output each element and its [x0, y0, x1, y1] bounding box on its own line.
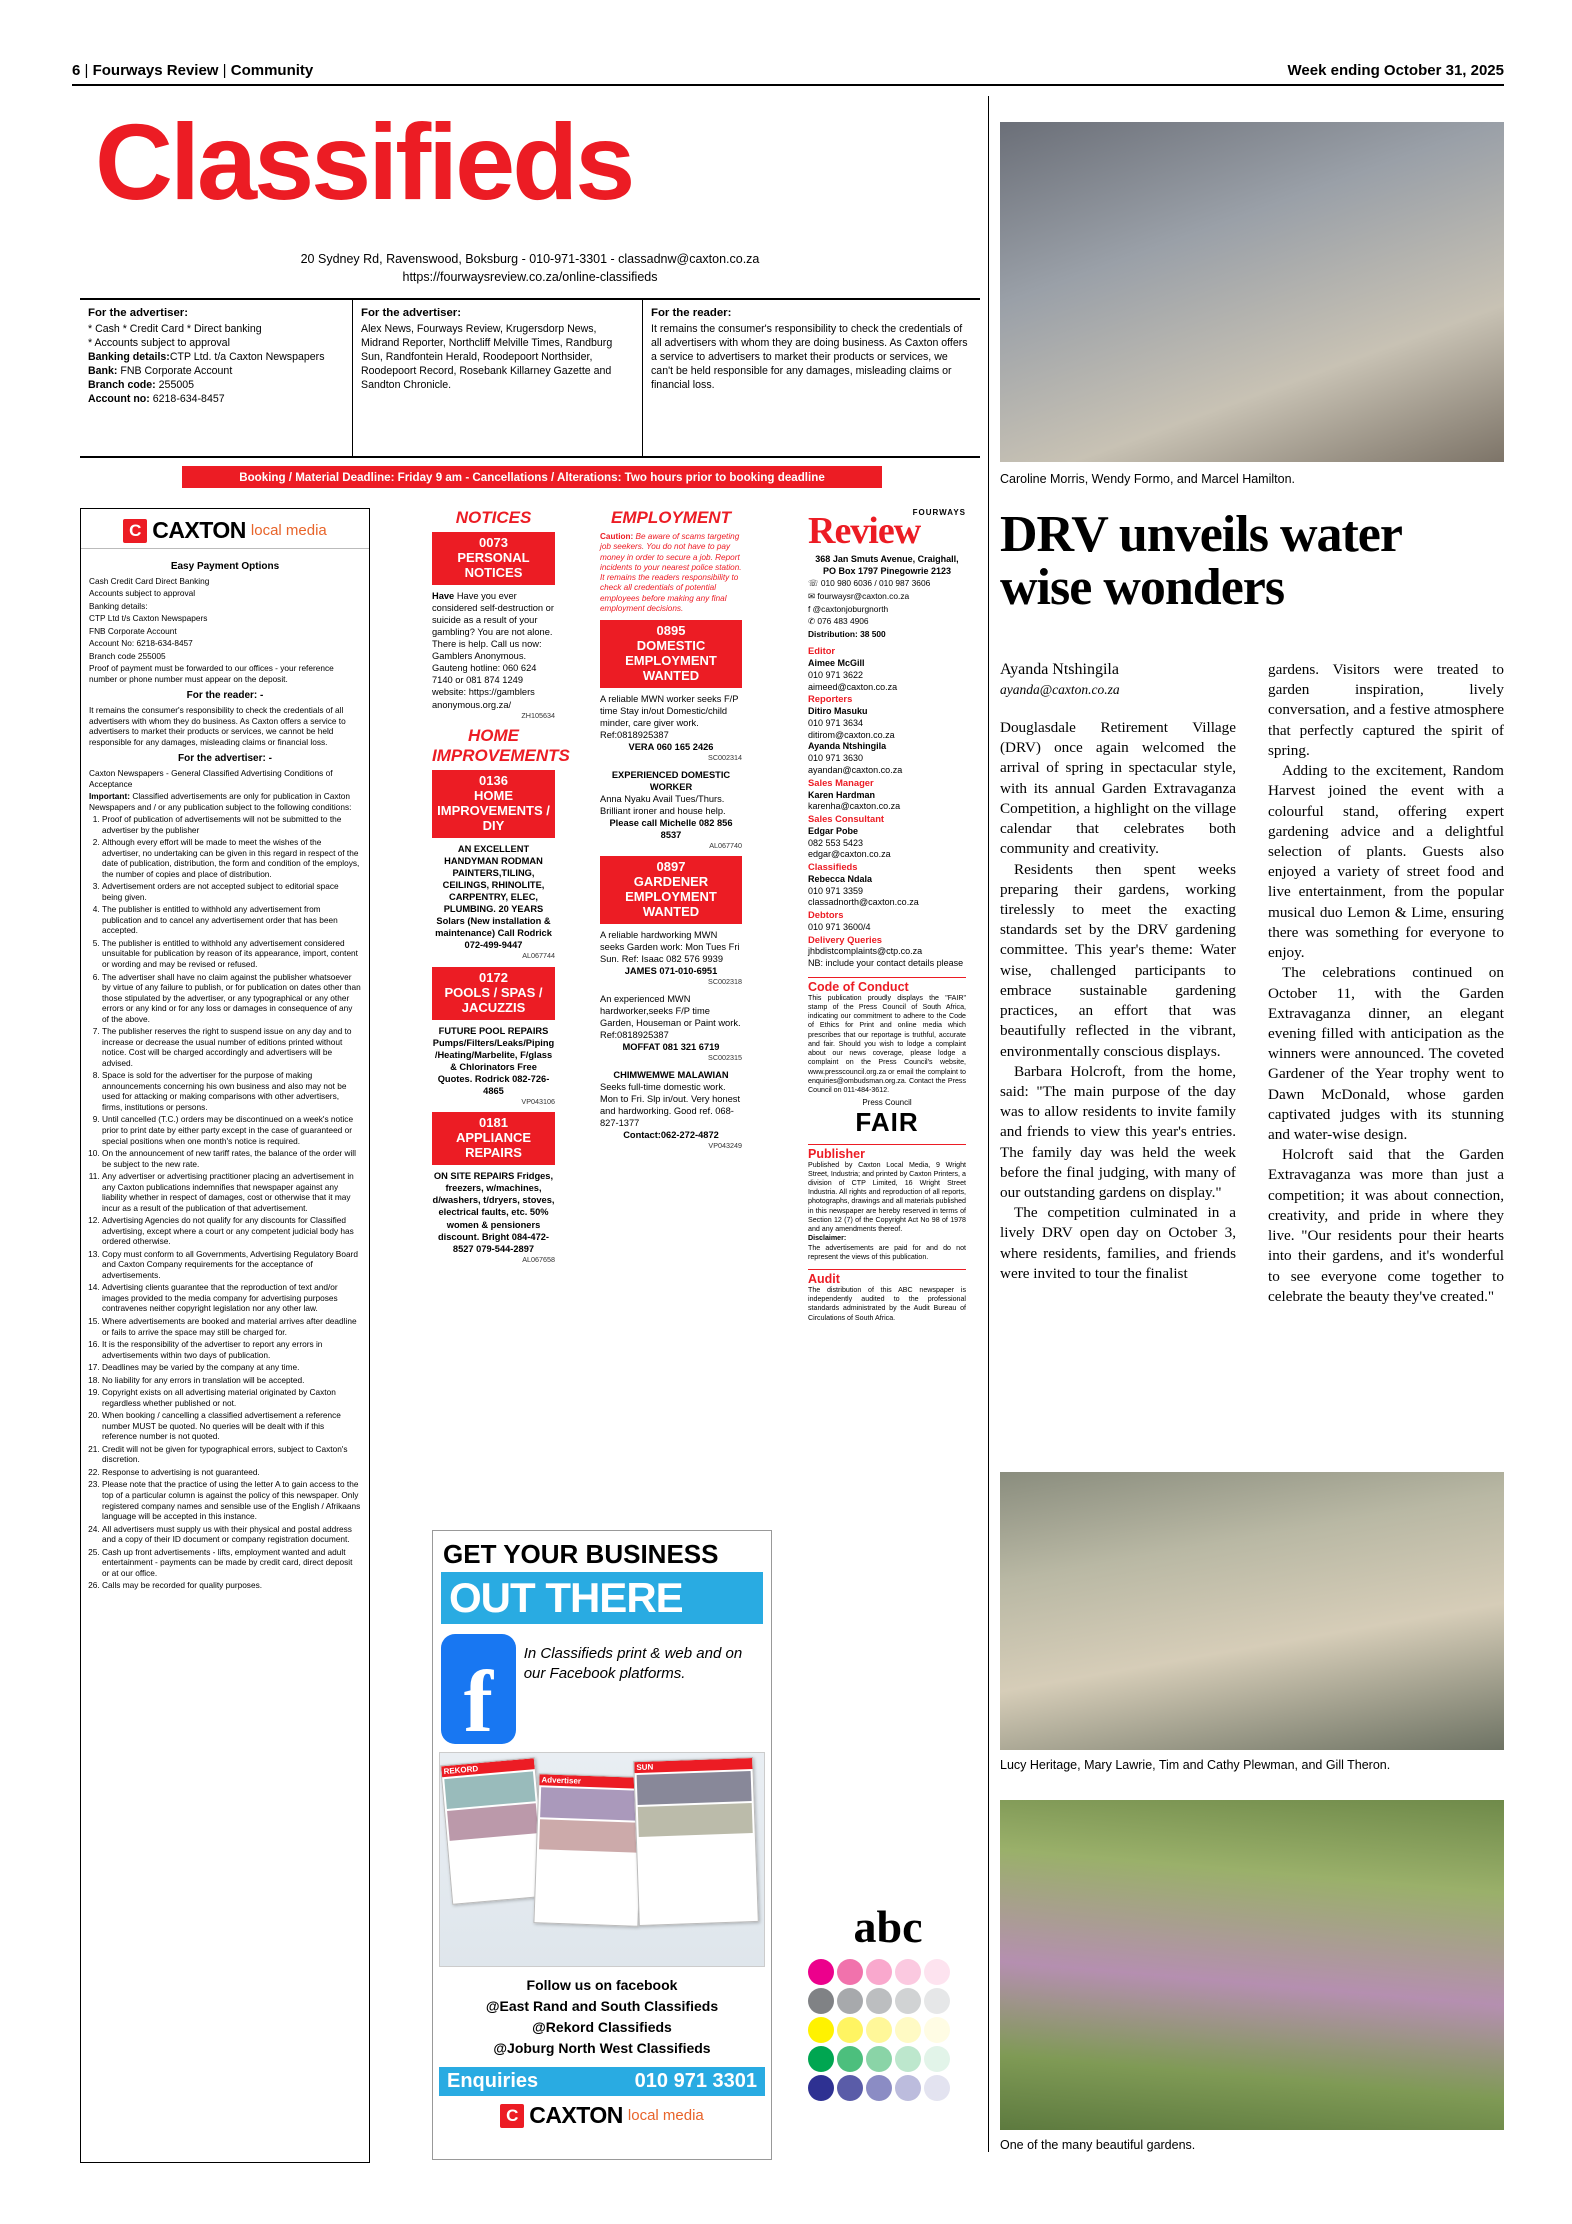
- article-photo-3: [1000, 1800, 1504, 2130]
- classified-ad[interactable]: [432, 590, 555, 720]
- staff-email[interactable]: karenha@caxton.co.za: [808, 801, 901, 812]
- info-box-reader: [642, 298, 980, 458]
- staff-name: Rebecca Ndala: [808, 873, 873, 884]
- colour-swatch: [837, 2046, 863, 2072]
- follow-handle[interactable]: @Joburg North West Classifieds: [493, 2040, 711, 2056]
- staff-phone: 010 971 3359: [808, 885, 864, 896]
- classifieds-info-boxes: [80, 298, 980, 458]
- article-photo-2-caption: Lucy Heritage, Mary Lawrie, Tim and Cathy Plewman, and Gill Theron.: [1000, 1758, 1391, 1772]
- caxton-wordmark: CAXTON: [152, 517, 246, 543]
- phone-icon: ☏: [808, 578, 819, 589]
- staff-email[interactable]: aimeed@caxton.co.za: [808, 681, 898, 692]
- payment-line: Banking details:: [89, 600, 148, 611]
- legal-condition: 24. All advertisers must supply us with their physical and postal address and a copy of their ID document or company registration document.: [102, 1524, 361, 1545]
- staff-name: Ayanda Ntshingila: [808, 741, 887, 752]
- classified-ad[interactable]: [432, 1170, 555, 1264]
- legal-condition: 3. Advertisement orders are not accepted subject to editorial space being given.: [102, 881, 361, 902]
- staff-name: Edgar Pobe: [808, 825, 859, 836]
- ad-text: Have you ever considered self-destruction or suicide as a result of your gambling? You are not alone. There is help. Call us now: Gamblers Anonymous. Gauteng hotline: 060 624 7140 or 081 874 1249 website: https://gamblers anonymous.org.za/: [432, 590, 554, 710]
- staff-role: Editor: [808, 645, 836, 657]
- article-body-column-1: [1000, 718, 1236, 1284]
- review-kicker: FOURWAYS: [912, 508, 966, 517]
- paper-thumb: [533, 1773, 643, 1927]
- payment-line: Account No: 6218-634-8457: [89, 638, 193, 649]
- disclaimer-label: Disclaimer:: [808, 1234, 847, 1243]
- classified-ad[interactable]: [600, 993, 742, 1063]
- ad-reference: VP043249: [708, 1140, 742, 1150]
- colour-swatch: [837, 1988, 863, 2014]
- classifieds-title: Classifieds: [95, 101, 633, 222]
- staff-entry: [808, 645, 966, 693]
- ad-contact: MOFFAT 081 321 6719: [622, 1042, 720, 1053]
- legal-condition: 8. Space is sold for the advertiser for the purpose of making announcements concerning his own business and also may not be used for attacking or making comparisons with other advertisers, firms, institutions or persons.: [102, 1070, 361, 1112]
- staff-email[interactable]: ayandan@caxton.co.za: [808, 765, 903, 776]
- article-byline: [1000, 660, 1240, 698]
- page-number: 6: [72, 62, 81, 79]
- legal-condition: 18. No liability for any errors in translation will be accepted.: [102, 1375, 361, 1386]
- colour-swatch: [866, 1959, 892, 1985]
- payment-line: CTP Ltd t/s Caxton Newspapers: [89, 613, 208, 624]
- contact-mobile: 076 483 4906: [817, 616, 869, 627]
- colour-swatch: [924, 1959, 950, 1985]
- payment-line: FNB Corporate Account: [89, 625, 177, 636]
- pools-category-code: 0172: [479, 969, 508, 985]
- review-logo: Review: [808, 510, 921, 552]
- ad-title: CHIMWEMWE MALAWIAN: [613, 1069, 729, 1080]
- colour-swatch: [895, 1959, 921, 1985]
- caution-label: Caution:: [600, 532, 634, 541]
- ad-contact: Contact:062-272-4872: [623, 1129, 719, 1140]
- ad-reference: VP043106: [521, 1097, 555, 1107]
- employment-caution: [600, 532, 742, 614]
- staff-email[interactable]: edgar@caxton.co.za: [808, 849, 891, 860]
- issue-date: Week ending October 31, 2025: [1287, 62, 1504, 79]
- staff-name: Aimee McGill: [808, 657, 865, 668]
- legal-condition: 5. The publisher is entitled to withhold any advertisement considered unsuitable for publication by reason of its appearance, import, content or wording and may be revised or refused.: [102, 938, 361, 970]
- section-name: Community: [230, 62, 314, 79]
- staff-phone: 010 971 3630: [808, 753, 864, 764]
- employment-section-heading: EMPLOYMENT: [611, 508, 731, 527]
- legal-reader-heading: For the reader: -: [186, 690, 264, 702]
- colour-swatch: [837, 2017, 863, 2043]
- facebook-icon: f: [808, 603, 811, 614]
- classified-ad[interactable]: [600, 1069, 742, 1151]
- staff-phone: 082 553 5423: [808, 837, 864, 848]
- appliance-category-box[interactable]: [432, 1112, 555, 1165]
- follow-handle[interactable]: @Rekord Classifieds: [532, 2019, 672, 2035]
- payment-line: Cash Credit Card Direct Banking: [89, 575, 210, 586]
- staff-role: Sales Manager: [808, 777, 874, 789]
- account-no-value: 6218-634-8457: [152, 392, 225, 405]
- staff-email[interactable]: classadnorth@caxton.co.za: [808, 897, 919, 908]
- staff-role: Reporters: [808, 693, 853, 705]
- colour-swatch: [808, 1959, 834, 1985]
- info-box-advertiser-titles: [352, 298, 642, 458]
- banking-details-label: Banking details:: [88, 350, 170, 363]
- enquiries-label: Enquiries: [447, 2070, 539, 2092]
- gardener-category-code: 0897: [656, 859, 686, 875]
- colour-swatch: [808, 1988, 834, 2014]
- caxton-mark-icon: C: [500, 2104, 524, 2128]
- colour-swatch: [924, 2075, 950, 2101]
- payment-options-heading: Easy Payment Options: [170, 561, 280, 572]
- staff-name: Ditiro Masuku: [808, 705, 868, 716]
- payment-line: Proof of payment must be forwarded to our offices - your reference number or phone number must appear on the deposit.: [89, 663, 334, 684]
- ad-text: FUTURE POOL REPAIRS Pumps/Filters/Leaks/Piping /Heating/Marbelite, F/glass & Chlorinators Free Quotes. Rodrick 082-726-4865: [432, 1025, 555, 1096]
- staff-list: [808, 645, 966, 969]
- home-improvements-category-box[interactable]: [432, 770, 555, 838]
- page-masthead: [72, 62, 1504, 79]
- legal-important-label: Important:: [89, 791, 131, 802]
- reader-disclaimer: It remains the consumer's responsibility to check the credentials of all advertisers with whom they are doing business. As Caxton offers a service to advertisers to market their products or services, we can't be held responsible for any damages, misleading claims or financial loss.: [651, 323, 968, 391]
- paper-thumb: [633, 1757, 759, 1926]
- info-box-advertiser-payment: [80, 298, 352, 458]
- legal-condition: 6. The advertiser shall have no claim against the publisher whatsoever by virtue of any failure to publish, or for publication on dates other than those stipulated by the advertiser, or any typographical or any other errors or any kind or for any loss or damages in consequence of any of the above.: [102, 972, 361, 1025]
- legal-conditions-list: [89, 814, 361, 1591]
- ad-reference: ZH105634: [521, 710, 555, 720]
- ad-reference: SC002314: [708, 753, 742, 763]
- article-photo-1: [1000, 122, 1504, 462]
- colour-swatch: [866, 1988, 892, 2014]
- audit-heading: Audit: [808, 1269, 966, 1286]
- ad-lead-word: Have: [432, 590, 455, 601]
- whatsapp-icon: ✆: [808, 616, 816, 627]
- staff-phone: 010 971 3600/4: [808, 921, 871, 932]
- legal-condition: 15. Where advertisements are booked and material arrives after deadline or fails to arrive the space may still be charged for.: [102, 1316, 361, 1337]
- facebook-icon: f: [441, 1634, 516, 1744]
- legal-condition: 17. Deadlines may be varied by the company at any time.: [102, 1362, 361, 1373]
- promo-blurb: In Classifieds print & web and on our Facebook platforms.: [523, 1645, 743, 1683]
- audit-body: The distribution of this ABC newspaper is independently audited to the professional standards administrated by the Audit Bureau of Circulations of South Africa.: [808, 1285, 966, 1322]
- legal-condition: 26. Calls may be recorded for quality purposes.: [102, 1580, 361, 1591]
- staff-phone: 010 971 3634: [808, 717, 864, 728]
- abc-logo-block: [808, 1900, 968, 2101]
- account-no-label: Account no:: [88, 392, 150, 405]
- colour-swatch: [866, 2017, 892, 2043]
- article-paragraph: Residents then spent weeks preparing their gardens, working tirelessly to meet the exacting standards set by the DRV gardening committee. This year's theme: Water wise, challenged participants to embrace sustainable gardening practices, an effort that was beautifully reflected in the vibrant, environmentally conscious displays.: [1000, 860, 1236, 1060]
- colour-swatch: [837, 1959, 863, 1985]
- ad-reference: SC002315: [708, 1053, 742, 1063]
- classifieds-address-line2[interactable]: https://fourwaysreview.co.za/online-classifieds: [402, 270, 658, 285]
- publication-name: Fourways Review: [92, 62, 219, 79]
- legal-condition: 23. Please note that the practice of using the letter A to gain access to the top of a particular column is against the policy of this newspaper. Only registered company names and sensible use of the English / Afrikaans language will be accepted in this instance.: [102, 1479, 361, 1521]
- branch-code-label: Branch code:: [88, 378, 156, 391]
- titles-list: Alex News, Fourways Review, Krugersdorp News, Midrand Reporter, Northcliff Melville Times, Randburg Sun, Randfontein Herald, Roodepoort Northsider, Roodepoort Record, Rosebank Killarney Gazette and Sandton Chronicle.: [361, 323, 613, 391]
- staff-entry: [808, 777, 966, 813]
- classified-ad[interactable]: [432, 843, 555, 961]
- article-paragraph: Adding to the excitement, Random Harvest joined the event with a colourful stand, offering expert gardening advice and a delightful selection of plants. Guests also enjoyed a variety of street food and live entertainment, from the popular musical duo Lemon & Lime, ensuring there was something for everyone to enjoy.: [1268, 762, 1504, 962]
- contact-social[interactable]: @caxtonjoburgnorth: [812, 603, 889, 614]
- caution-body: Be aware of scams targeting job seekers. You do not have to pay money in order to secure a job. Report incidents to your nearest police station.: [600, 532, 742, 572]
- colour-swatch: [866, 2075, 892, 2101]
- staff-entry: [808, 741, 966, 777]
- contact-phone: 010 980 6036 / 010 987 3606: [820, 578, 931, 589]
- colour-swatch: [808, 2046, 834, 2072]
- employment-column: [600, 508, 742, 1156]
- follow-heading: Follow us on facebook: [526, 1977, 678, 1993]
- article-photo-2: [1000, 1472, 1504, 1750]
- legal-condition: 14. Advertising clients guarantee that the reproduction of text and/or images provided to the media company for advertising purposes contravenes neither copyright legislation nor any other law.: [102, 1282, 361, 1314]
- review-contacts: [808, 577, 966, 640]
- paper-title: REKORD: [441, 1758, 535, 1777]
- colour-swatch: [866, 2046, 892, 2072]
- promo-line-1: GET YOUR BUSINESS: [443, 1539, 719, 1569]
- author-email[interactable]: ayanda@caxton.co.za: [1000, 681, 1120, 697]
- colour-swatch: [808, 2075, 834, 2101]
- ad-title: EXPERIENCED DOMESTIC WORKER: [611, 769, 731, 792]
- article-paragraph: The celebrations continued on October 11, with the Garden Extravaganza dinner, an elegant evening filled with anticipation as the winners were announced. The coveted Gardener of the Year trophy went to Dawn McDonald, whose garden captivated judges with its stunning and water-wise design.: [1268, 964, 1504, 1144]
- legal-advertiser-heading: For the advertiser: -: [178, 753, 272, 765]
- colour-swatch-bar: [808, 1959, 968, 2101]
- colour-swatch: [895, 2075, 921, 2101]
- home-improvements-heading: HOME IMPROVEMENTS: [432, 725, 570, 765]
- notices-category-box[interactable]: [432, 532, 555, 585]
- ad-text: Anna Nyaku Avail Tues/Thurs. Brilliant ironer and house help.: [600, 793, 726, 816]
- article-photo-3-caption: One of the many beautiful gardens.: [1000, 2138, 1196, 2152]
- staff-role: Classifieds: [808, 861, 858, 873]
- email-icon: ✉: [808, 590, 816, 601]
- ad-reference: AL067740: [709, 840, 742, 850]
- colour-swatch: [895, 2046, 921, 2072]
- ad-contact: VERA 060 165 2426: [628, 742, 714, 753]
- promo-advert[interactable]: [432, 1530, 772, 2160]
- paper-title: Advertiser: [539, 1774, 642, 1789]
- notices-section-heading: NOTICES: [455, 508, 532, 527]
- code-of-conduct-heading: Code of Conduct: [808, 977, 966, 994]
- publisher-heading: Publisher: [808, 1144, 966, 1161]
- article-paragraph: Douglasdale Retirement Village (DRV) once again welcomed the arrival of spring in spectacular style, with its annual Garden Extravaganza Competition, a highlight on the village calendar that celebrates both community and creativity.: [1000, 719, 1236, 858]
- legal-reader-body: It remains the consumer's responsibility to check the credentials of all advertisers with whom they do business. As Caxton offers a service to advertisers to market their products or services, we cannot be held responsible for any damages, misleading claims or financial loss.: [89, 705, 346, 747]
- gardener-category-label: GARDENER EMPLOYMENT WANTED: [625, 874, 717, 920]
- contact-email[interactable]: fourwaysr@caxton.co.za: [817, 590, 910, 601]
- publisher-body: Published by Caxton Local Media, 9 Wright Street, Industria; and printed by Caxton Printers, a division of CTP Limited, 16 Wright Street Industria. All rights and reproduction of all reports, photographs, drawings and all materials published in this newspaper are hereby reserved in terms of Section 12 (7) of the Copyright Act No 98 of 1978 and any amendments thereof.: [808, 1160, 966, 1234]
- fair-word: FAIR: [855, 1106, 919, 1137]
- legal-condition: 22. Response to advertising is not guaranteed.: [102, 1467, 361, 1478]
- staff-phone: 010 971 3622: [808, 669, 864, 680]
- gardener-employment-category-box[interactable]: [600, 856, 742, 924]
- legal-condition: 2. Although every effort will be made to meet the wishes of the advertiser, no undertaking can be given in this regard in respect of the date of publication, distribution, the form and condition of the employs, the number of copies and place of distribution.: [102, 837, 361, 879]
- payment-line-2: * Accounts subject to approval: [88, 337, 230, 350]
- info-box-heading: For the advertiser:: [88, 307, 189, 319]
- ad-text: ON SITE REPAIRS Fridges, freezers, w/machines, d/washers, t/dryers, stoves, electrical faults, etc. 50% women & pensioners discount. Bright 084-472- 8527 079-544-2897: [432, 1171, 555, 1254]
- column-divider: [988, 96, 989, 2152]
- info-box-heading: For the reader:: [651, 307, 732, 319]
- legal-body: [81, 549, 369, 1601]
- home-category-code: 0136: [479, 772, 508, 788]
- legal-condition: 11. Any advertiser or advertising practitioner placing an advertisement in any Caxton publications indemnifies that newspaper against any liability whether in respect of damages, cost or otherwise that it may incur as a result of the publication of that advertisement.: [102, 1171, 361, 1213]
- ad-text: An experienced MWN hardworker,seeks F/P time Garden, Houseman or Paint work. Ref:0818925387: [600, 993, 741, 1040]
- enquiries-number: 010 971 3301: [634, 2070, 757, 2092]
- caxton-logo: [81, 509, 369, 549]
- abc-logo: abc: [853, 1901, 923, 1952]
- disclaimer-body: The advertisements are paid for and do not represent the views of this publication.: [808, 1243, 966, 1261]
- article-photo-1-caption: Caroline Morris, Wendy Formo, and Marcel Hamilton.: [1000, 472, 1296, 486]
- domestic-category-label: DOMESTIC EMPLOYMENT WANTED: [625, 637, 717, 683]
- staff-entry: [808, 861, 966, 909]
- review-imprint-column: [808, 508, 966, 1323]
- bank-value: FNB Corporate Account: [120, 364, 233, 377]
- classified-ad[interactable]: [432, 1025, 555, 1107]
- classifieds-address: [80, 250, 980, 286]
- notices-category-code: 0073: [479, 535, 508, 550]
- masthead-left: 6 | Fourways Review | Community: [72, 62, 314, 79]
- staff-name: Karen Hardman: [808, 789, 876, 800]
- staff-email[interactable]: jhbdistcomplaints@ctp.co.za: [808, 946, 923, 957]
- appliance-category-label: APPLIANCE REPAIRS: [455, 1130, 532, 1161]
- notices-column: [432, 508, 570, 1270]
- staff-entry: [808, 693, 966, 741]
- caxton-tagline: local media: [250, 522, 327, 539]
- colour-swatch: [924, 2017, 950, 2043]
- ad-text: A reliable hardworking MWN seeks Garden work: Mon Tues Fri Sun. Ref: Isaac 082 576 9939: [600, 930, 740, 965]
- caxton-wordmark: CAXTON: [529, 2102, 623, 2128]
- payment-line: Branch code 255005: [89, 650, 166, 661]
- colour-swatch: [924, 2046, 950, 2072]
- article-paragraph: Holcroft said that the Garden Extravaganza was more than just a competition; it was about connection, creativity, and pride in where they live. "Our residents pour their hearts into their gardens, and it's wonderful to see everyone come together to celebrate the beauty they've created.": [1268, 1146, 1504, 1305]
- ad-text: A reliable MWN worker seeks F/P time Stay in/out Domestic/child minder, care giver work. Ref:0818925387: [600, 693, 739, 740]
- legal-condition: 4. The publisher is entitled to withhold any advertisement from publication and to cancel any advertisement order that has been accepted.: [102, 904, 361, 936]
- deadline-bar: Booking / Material Deadline: Friday 9 am - Cancellations / Alterations: Two hours prior to booking deadline: [182, 466, 882, 488]
- staff-entry: [808, 909, 966, 933]
- header-rule: [72, 84, 1504, 86]
- bank-label: Bank:: [88, 364, 118, 377]
- article-headline: DRV unveils water wise wonders: [1000, 506, 1402, 617]
- article-body-column-2: [1268, 660, 1504, 1307]
- caxton-tagline: local media: [627, 2107, 704, 2124]
- code-of-conduct-body: This publication proudly displays the "FAIR" stamp of the Press Council of South Africa, indicating our commitment to adhere to the Code of Ethics for Print and online media which prescribes that our reportage is truthful, accurate and fair. Should you wish to lodge a complaint about our news coverage, please lodge a complaint on the Press Council's website, www.presscouncil.org.za or email the complaint to enquiries@ombudsman.org.za. Contact the Press Council on 011-484-3612.: [808, 993, 966, 1094]
- colour-swatch: [837, 2075, 863, 2101]
- caxton-mark-icon: C: [123, 519, 147, 543]
- pools-category-box[interactable]: [432, 967, 555, 1020]
- payment-line: Accounts subject to approval: [89, 588, 196, 599]
- ad-reference: AL067658: [522, 1254, 555, 1264]
- paper-thumb: [440, 1757, 547, 1905]
- legal-conditions-column: [80, 508, 370, 2163]
- home-category-label: HOME IMPROVEMENTS / DIY: [437, 787, 550, 833]
- article-paragraph: gardens. Visitors were treated to garden inspiration, lively conversation, and a festive atmosphere that perfectly captured the spirit of spring.: [1268, 661, 1504, 759]
- legal-condition: 25. Cash up front advertisements - lifts, employment wanted and adult entertainment - payments can be made by credit card, direct deposit or at our office.: [102, 1547, 361, 1579]
- follow-handle[interactable]: @East Rand and South Classifieds: [485, 1998, 719, 2014]
- info-box-heading: For the advertiser:: [361, 307, 462, 319]
- article-paragraph: The competition culminated in a lively DRV open day on October 3, where residents, families, and friends were invited to tour the finalist: [1000, 1204, 1236, 1282]
- domestic-category-code: 0895: [656, 623, 686, 638]
- branch-code-value: 255005: [158, 378, 195, 391]
- legal-condition: 7. The publisher reserves the right to suspend issue on any day and to increase or decrease the usual number of editions printed without notice. Cost will be charged accordingly and advertisers will be advised.: [102, 1026, 361, 1068]
- colour-swatch: [808, 2017, 834, 2043]
- promo-caxton-logo: [433, 2096, 771, 2129]
- colour-swatch: [895, 2017, 921, 2043]
- author-name: Ayanda Ntshingila: [1000, 661, 1119, 678]
- ad-contact: JAMES 071-010-6951: [624, 966, 718, 977]
- promo-enquiries-bar[interactable]: [439, 2067, 765, 2096]
- newspaper-montage-image: [439, 1752, 765, 1967]
- domestic-employment-category-box[interactable]: [600, 620, 742, 688]
- pools-category-label: POOLS / SPAS / JACUZZIS: [444, 984, 543, 1015]
- promo-line-2: OUT THERE: [441, 1572, 763, 1624]
- classified-ad[interactable]: [600, 769, 742, 851]
- ad-reference: AL067744: [522, 951, 555, 961]
- ad-text: Seeks full-time domestic work. Mon to Fri. Slp in/out. Very honest and hardworking. Good ref. 068-827-1377: [600, 1081, 741, 1128]
- legal-condition: 21. Credit will not be given for typographical errors, subject to Caxton's discretion.: [102, 1444, 361, 1465]
- caution-note: It remains the readers responsibility to check all credentials of potential employees before making any final employment decisions.: [600, 573, 739, 613]
- ad-text: AN EXCELLENT HANDYMAN RODMAN PAINTERS,TILING, CEILINGS, RHINOLITE, CARPENTRY, ELEC, PLUMBING. 20 YEARS Solars (New installation & maintenance) Call Rodrick 072-499-9447: [435, 843, 552, 951]
- legal-condition: 9. Until cancelled (T.C.) orders may be discontinued on a week's notice prior to print date by either party except in the case of guaranteed or special positions when one month's notice is required.: [102, 1114, 361, 1146]
- press-council-fair-logo: [808, 1099, 966, 1136]
- paper-title: SUN: [634, 1758, 752, 1773]
- legal-condition: 16. It is the responsibility of the advertiser to report any errors in advertisements within two days of publication.: [102, 1339, 361, 1360]
- legal-condition: 19. Copyright exists on all advertising material originated by Caxton regardless whether published or not.: [102, 1387, 361, 1408]
- staff-email[interactable]: ditirom@caxton.co.za: [808, 729, 895, 740]
- appliance-category-code: 0181: [479, 1115, 508, 1131]
- staff-entry: [808, 934, 966, 970]
- press-council-label: Press Council: [862, 1098, 912, 1108]
- ad-contact: Please call Michelle 082 856 8537: [609, 817, 733, 840]
- staff-role: Delivery Queries: [808, 933, 883, 945]
- staff-note: NB: include your contact details please: [808, 957, 964, 968]
- notices-category-label: PERSONAL NOTICES: [457, 549, 530, 580]
- staff-role: Debtors: [808, 909, 844, 921]
- legal-condition: 12. Advertising Agencies do not qualify for any discounts for Classified advertising, except where a court or any competent judicial body has ordered otherwise.: [102, 1215, 361, 1247]
- legal-condition: 10. On the announcement of new tariff rates, the balance of the order will be subject to the new rate.: [102, 1148, 361, 1169]
- legal-advertiser-intro: Caxton Newspapers - General Classified Advertising Conditions of Acceptance: [89, 767, 333, 789]
- legal-condition: 13. Copy must conform to all Governments, Advertising Regulatory Board and Caxton Company requirements for the acceptance of advertisements.: [102, 1249, 361, 1281]
- review-address: 368 Jan Smuts Avenue, Craighall, PO Box 1797 Pinegowrie 2123: [815, 554, 959, 577]
- colour-swatch: [895, 1988, 921, 2014]
- legal-condition: 20. When booking / cancelling a classified advertisement a reference number MUST be quoted. No queries will be dealt with if this reference number is not quoted.: [102, 1410, 361, 1442]
- classifieds-address-line1: 20 Sydney Rd, Ravenswood, Boksburg - 010-971-3301 - classadnw@caxton.co.za: [300, 252, 760, 266]
- promo-follow-block: [433, 1975, 771, 2059]
- payment-line-1: * Cash * Credit Card * Direct banking: [88, 323, 262, 336]
- ad-reference: SC002318: [708, 977, 742, 987]
- distribution-value: Distribution: 38 500: [808, 628, 886, 639]
- article-paragraph: Barbara Holcroft, from the home, said: "The main purpose of the day was to allow residents to invite family and friends to view this year's entries. The family day was held the week before the final judging, with many of our outstanding gardens on display.": [1000, 1062, 1236, 1202]
- classified-ad[interactable]: [600, 929, 742, 987]
- legal-condition: 1. Proof of publication of advertisements will not be submitted to the advertiser by the publisher: [102, 814, 361, 835]
- staff-role: Sales Consultant: [808, 813, 885, 825]
- banking-details-value: CTP Ltd. t/a Caxton Newspapers: [169, 350, 325, 363]
- colour-swatch: [924, 1988, 950, 2014]
- staff-entry: [808, 813, 966, 861]
- classified-ad[interactable]: [600, 693, 742, 763]
- legal-important-body: Classified advertisements are only for publication in Caxton Newspapers and / or any publication subject to the following conditions:: [89, 791, 352, 812]
